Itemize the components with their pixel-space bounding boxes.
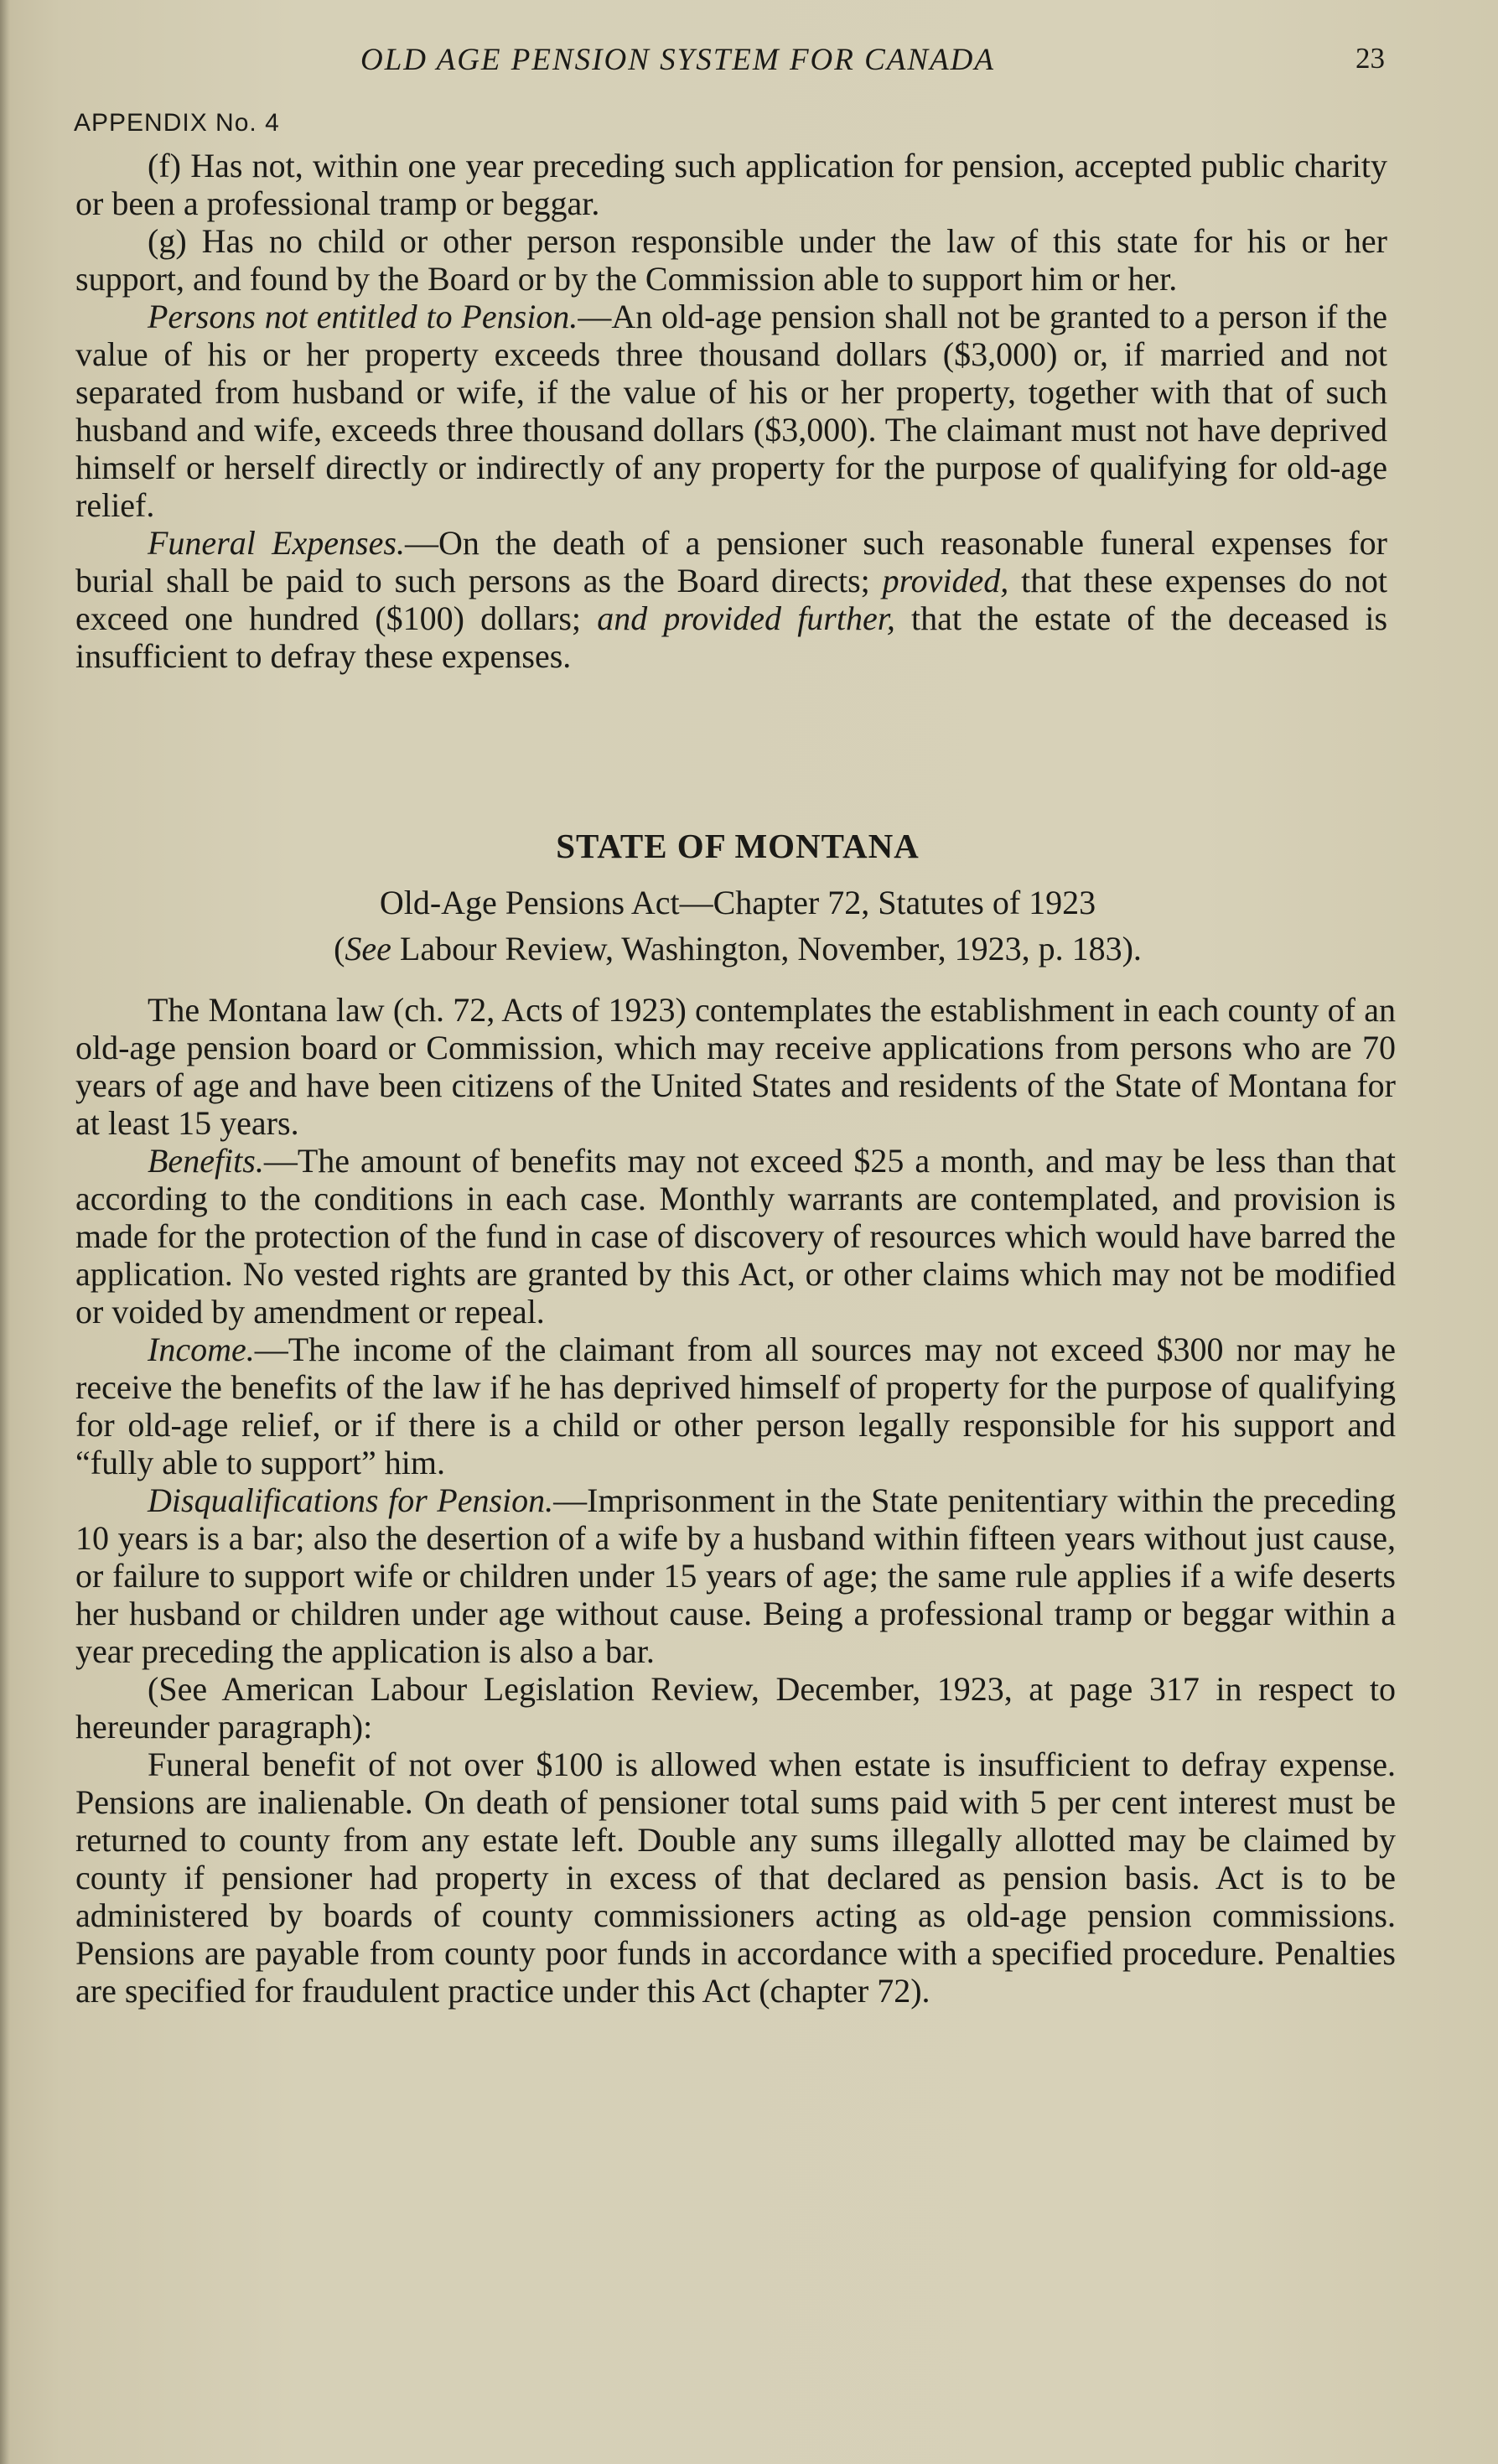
see-also-paragraph: (See American Labour Legislation Review, December, 1923, at page 317 in respect to hereunder paragraph): — [75, 1670, 1396, 1746]
act-subtitle: Old-Age Pensions Act—Chapter 72, Statutes of 1923 — [379, 884, 1096, 921]
reference-see: See — [345, 930, 391, 967]
appendix-label: APPENDIX No. 4 — [74, 109, 280, 137]
reference-rest: Labour Review, Washington, November, 1923, p. 183). — [391, 930, 1142, 967]
montana-intro-paragraph: The Montana law (ch. 72, Acts of 1923) contemplates the establishment in each county of an old-age pension board or Commission, which may receive applications from persons who are 70 years of age and have been citizens of the United States and residents of the State of Montana for at least 15 years. — [75, 991, 1396, 1142]
reference-line — [0, 929, 1475, 968]
page-spine-shadow — [0, 0, 10, 2464]
funeral-benefit-paragraph: Funeral benefit of not over $100 is allowed when estate is insufficient to defray expense. Pensions are inalienable. On death of pensioner total sums paid with 5 per cent interest must be returned to county from any estate left. Double any sums illegally allotted may be claimed by county if pensioner had property in excess of that declared as pension basis. Act is to be administered by boards of county commissioners acting as old-age pension commissions. Pensions are payable from county poor funds in accordance with a specified procedure. Penalties are specified for fraudulent practice under this Act (chapter 72). — [75, 1746, 1396, 2010]
funeral-expenses-text-2: that these expenses do not exceed one hundred ($100) dollars; — [75, 562, 1387, 637]
upper-text-block — [75, 147, 1387, 675]
funeral-expenses-heading: Funeral Expenses. — [148, 524, 405, 562]
persons-not-entitled-text: —An old-age pension shall not be granted to a person if the value of his or her property exceeds three thousand dollars ($3,000) or, if married and not separated from husband or wife, if the value of his or her property, together with that of such husband and wife, exceeds three thousand dollars ($3,000). The claimant must not have deprived himself or herself directly or indirectly of any property for the purpose of qualifying for old-age relief. — [75, 298, 1387, 524]
funeral-expenses-text-3: that the estate of the deceased is insufficient to defray these expenses. — [75, 599, 1388, 675]
income-paragraph — [75, 1331, 1396, 1481]
disqualifications-heading: Disqualifications for Pension. — [148, 1481, 554, 1519]
section-title: STATE OF MONTANA — [556, 827, 920, 865]
page-header — [0, 42, 1498, 92]
clause-f-paragraph: (f) Has not, within one year preceding such application for pension, accepted public charity or been a professional tramp or beggar. — [75, 147, 1387, 222]
benefits-text: —The amount of benefits may not exceed $25 a month, and may be less than that according to the conditions in each case. Monthly warrants are contemplated, and provision is made for the protection of the fund in case of discovery of resources which would have barred the application. No vested rights are granted by this Act, or other claims which may not be modified or voided by amendment or repeal. — [75, 1142, 1396, 1331]
benefits-heading: Benefits. — [148, 1142, 264, 1180]
income-text: —The income of the claimant from all sources may not exceed $300 nor may he receive the benefits of the law if he has deprived himself of property for the purpose of qualifying for old-age relief, or if there is a child or other person legally responsible for his support and “fully able to support” him. — [75, 1331, 1396, 1481]
funeral-expenses-paragraph — [75, 524, 1387, 675]
montana-text-block — [75, 991, 1396, 2010]
funeral-expenses-provided: provided, — [882, 562, 1009, 599]
clause-g-paragraph: (g) Has no child or other person responsible under the law of this state for his or her support, and found by the Board or by the Commission able to support him or her. — [75, 222, 1387, 298]
page-number: 23 — [1355, 42, 1385, 75]
running-title: OLD AGE PENSION SYSTEM FOR CANADA — [360, 43, 996, 77]
persons-not-entitled-paragraph — [75, 298, 1387, 524]
benefits-paragraph — [75, 1142, 1396, 1331]
funeral-expenses-provided-further: and provided further, — [597, 599, 895, 637]
disqualifications-paragraph — [75, 1481, 1396, 1670]
reference-open-paren: ( — [334, 930, 345, 967]
persons-not-entitled-heading: Persons not entitled to Pension. — [148, 298, 578, 335]
disqualifications-text: —Imprisonment in the State penitentiary within the preceding 10 years is a bar; also the desertion of a wife by a husband within fifteen years without just cause, or failure to support wife or children under 15 years of age; the same rule applies if a wife deserts her husband or children under age without cause. Being a professional tramp or beggar within a year preceding the application is also a bar. — [75, 1481, 1396, 1670]
funeral-expenses-text-1: —On the death of a pensioner such reasonable funeral expenses for burial shall be paid to such persons as the Board directs; — [75, 524, 1388, 599]
income-heading: Income. — [148, 1331, 255, 1368]
